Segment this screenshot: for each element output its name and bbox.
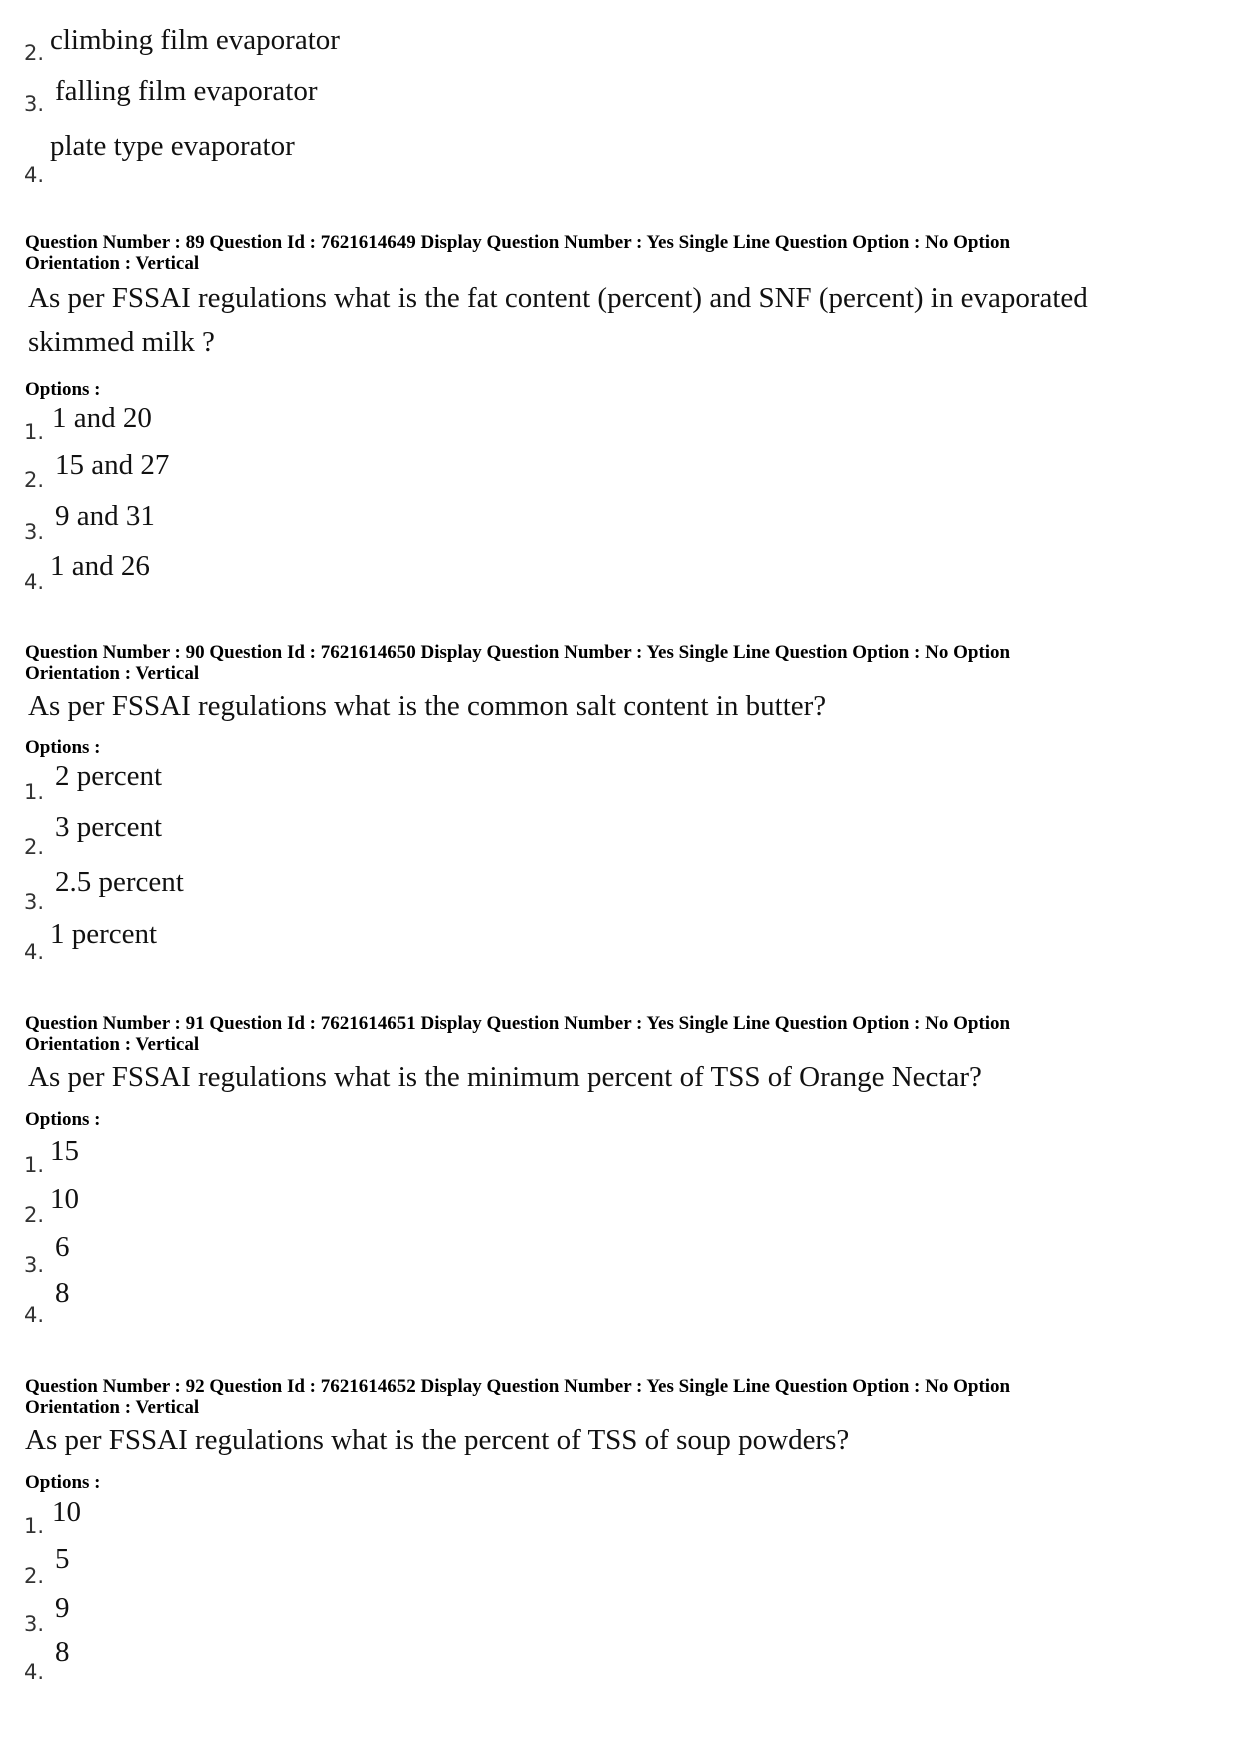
option-text: 10 xyxy=(52,1496,81,1528)
option-number: 2. xyxy=(24,468,45,492)
question-meta-line: Question Number : 92 Question Id : 7621614652 Display Question Number : Yes Single Line Question Option : No Option xyxy=(25,1376,1011,1397)
question-text: As per FSSAI regulations what is the minimum percent of TSS of Orange Nectar? xyxy=(28,1061,982,1093)
option-item xyxy=(0,1496,900,1536)
option-text: 6 xyxy=(55,1231,70,1263)
option-number: 2. xyxy=(24,41,45,65)
option-text: 15 and 27 xyxy=(55,449,170,481)
question-meta xyxy=(25,642,1215,684)
options-label: Options : xyxy=(25,1472,101,1493)
option-item xyxy=(0,130,900,187)
question-meta xyxy=(25,1376,1215,1418)
option-text: 5 xyxy=(55,1543,70,1575)
option-text: 8 xyxy=(55,1277,70,1309)
option-item xyxy=(0,75,900,120)
option-text: climbing film evaporator xyxy=(50,24,340,56)
options-label: Options : xyxy=(25,1109,101,1130)
option-number: 3. xyxy=(24,1612,45,1636)
option-text: 2.5 percent xyxy=(55,866,184,898)
option-number: 4. xyxy=(24,163,45,187)
option-text: plate type evaporator xyxy=(50,130,295,162)
option-number: 3. xyxy=(24,1253,45,1277)
option-number: 3. xyxy=(24,520,45,544)
option-number: 1. xyxy=(24,420,45,444)
question-meta-line: Question Number : 91 Question Id : 7621614651 Display Question Number : Yes Single Line Question Option : No Option xyxy=(25,1013,1011,1034)
option-text: 8 xyxy=(55,1636,70,1668)
option-item xyxy=(0,811,900,859)
option-number: 3. xyxy=(24,92,45,116)
option-item xyxy=(0,26,900,66)
option-text: 1 percent xyxy=(50,918,158,950)
option-text: 10 xyxy=(50,1183,79,1215)
question-meta-line: Question Number : 89 Question Id : 7621614649 Display Question Number : Yes Single Line Question Option : No Option xyxy=(25,232,1011,253)
option-text: 2 percent xyxy=(55,760,163,792)
option-text: 3 percent xyxy=(55,811,163,843)
option-item xyxy=(0,1231,900,1277)
question-meta-line: Orientation : Vertical xyxy=(25,663,200,684)
question-text: As per FSSAI regulations what is the percent of TSS of soup powders? xyxy=(25,1424,850,1456)
question-text: As per FSSAI regulations what is the common salt content in butter? xyxy=(28,690,827,722)
question-meta xyxy=(25,232,1215,274)
option-number: 3. xyxy=(24,890,45,914)
question-meta xyxy=(25,1013,1215,1055)
option-item xyxy=(0,1185,900,1225)
options-label: Options : xyxy=(25,379,101,400)
option-item xyxy=(0,550,900,594)
question-text: As per FSSAI regulations what is the fat content (percent) and SNF (percent) in evaporated skimmed milk ? xyxy=(28,282,1088,358)
option-item xyxy=(0,404,900,444)
option-number: 4. xyxy=(24,1660,45,1684)
option-text: 9 xyxy=(55,1592,70,1624)
option-item xyxy=(0,1277,900,1327)
question-meta-line: Question Number : 90 Question Id : 7621614650 Display Question Number : Yes Single Line Question Option : No Option xyxy=(25,642,1011,663)
option-item xyxy=(0,1135,900,1175)
option-text: 1 and 26 xyxy=(50,550,150,582)
option-item xyxy=(0,449,900,492)
option-item xyxy=(0,500,900,544)
option-number: 4. xyxy=(24,940,45,964)
option-text: 9 and 31 xyxy=(55,500,155,532)
option-number: 2. xyxy=(24,1564,45,1588)
option-item xyxy=(0,866,900,914)
option-number: 4. xyxy=(24,570,45,594)
option-item xyxy=(0,1543,900,1588)
option-number: 4. xyxy=(24,1303,45,1327)
question-meta-line: Orientation : Vertical xyxy=(25,1397,200,1418)
option-item xyxy=(0,918,900,964)
option-text: 1 and 20 xyxy=(52,402,152,434)
option-item xyxy=(0,1594,900,1634)
option-number: 1. xyxy=(24,1514,45,1538)
option-text: falling film evaporator xyxy=(55,75,318,107)
options-label: Options : xyxy=(25,737,101,758)
question-meta-line: Orientation : Vertical xyxy=(25,253,200,274)
option-number: 2. xyxy=(24,835,45,859)
option-number: 1. xyxy=(24,1153,45,1177)
option-number: 2. xyxy=(24,1203,45,1227)
option-number: 1. xyxy=(24,780,45,804)
option-item xyxy=(0,1636,900,1684)
option-item xyxy=(0,762,900,802)
question-meta-line: Orientation : Vertical xyxy=(25,1034,200,1055)
option-text: 15 xyxy=(50,1135,79,1167)
